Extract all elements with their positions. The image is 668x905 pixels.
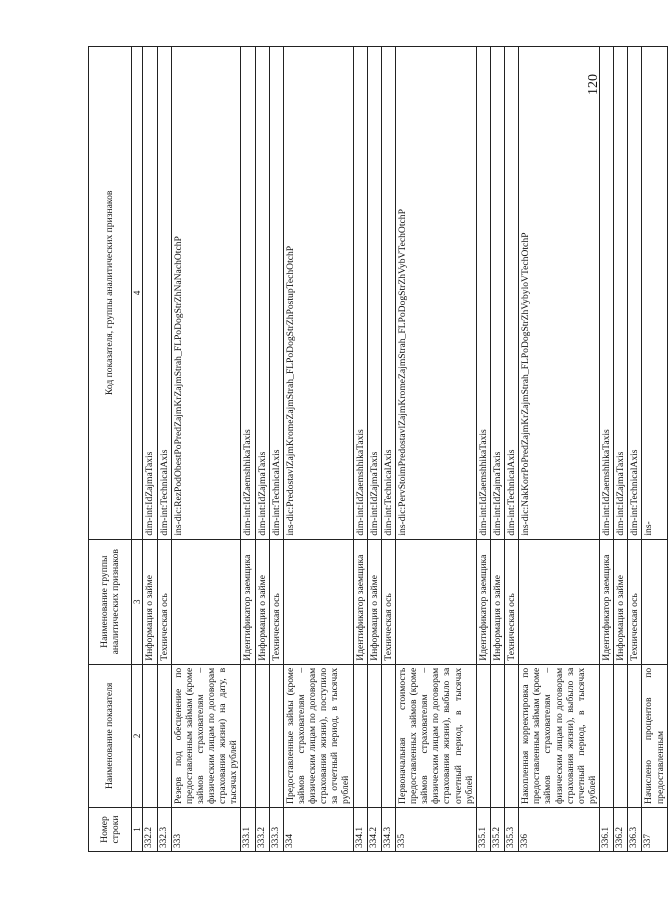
table-row (600, 47, 614, 852)
row-number-cell: 335 (395, 807, 476, 851)
table-row (476, 47, 490, 852)
indicator-name-cell (255, 664, 269, 807)
indicator-code-cell: dim-int:IdZajmaTaxis (143, 47, 157, 540)
row-number-cell: 336.2 (614, 807, 628, 851)
row-number-cell: 335.3 (505, 807, 519, 851)
indicator-code-cell: dim-int:IdZajmaTaxis (614, 47, 628, 540)
indicator-code-cell: dim-int:IdZaemshhikaTaxis (241, 47, 255, 540)
group-name-cell: Идентификатор заемщика (241, 539, 255, 664)
group-name-cell: Информация о займе (367, 539, 381, 664)
indicator-code-cell: dim-int:TechnicalAxis (269, 47, 283, 540)
row-number-cell: 335.2 (490, 807, 504, 851)
page-number: 120 (586, 74, 601, 95)
table-row (255, 47, 269, 852)
indicator-name-cell (490, 664, 504, 807)
indicator-name-cell (614, 664, 628, 807)
row-number-cell: 334.2 (367, 807, 381, 851)
row-number-cell: 333 (171, 807, 241, 851)
indicator-code-cell: dim-int:TechnicalAxis (628, 47, 642, 540)
row-number-cell: 334.3 (381, 807, 395, 851)
indicator-code-cell: dim-int:IdZaemshhikaTaxis (476, 47, 490, 540)
row-number-cell: 333.1 (241, 807, 255, 851)
table-row (490, 47, 504, 852)
row-number-cell: 333.3 (269, 807, 283, 851)
indicator-code-cell: ins- (642, 47, 667, 540)
row-number-cell: 337 (642, 807, 667, 851)
indicator-name-cell (241, 664, 255, 807)
group-name-cell: Информация о займе (490, 539, 504, 664)
indicator-code-cell: ins-dic:RezPodObestPoPredZajmKrZajmStrah_FLPoDogStrZhNaNachOtchP (171, 47, 241, 540)
group-name-cell: Техническая ось (505, 539, 519, 664)
group-name-cell: Информация о займе (614, 539, 628, 664)
group-name-cell (171, 539, 241, 664)
table-row (505, 47, 519, 852)
group-name-cell (395, 539, 476, 664)
column-number-row (132, 47, 143, 852)
indicator-name-cell: Первоначальная стоимость предоставленных займов (кроме займов страхователям – физическим лицам по договорам страхования жизни), выбыло за отчетный период, в тысячах рублей (395, 664, 476, 807)
group-name-cell: Идентификатор заемщика (600, 539, 614, 664)
group-name-cell: Техническая ось (269, 539, 283, 664)
table-row (642, 47, 667, 852)
table-row (367, 47, 381, 852)
row-number-cell: 336 (519, 807, 600, 851)
group-name-cell (642, 539, 667, 664)
indicator-code-cell: dim-int:TechnicalAxis (505, 47, 519, 540)
group-name-cell: Информация о займе (143, 539, 157, 664)
group-name-cell: Идентификатор заемщика (476, 539, 490, 664)
group-name-cell (283, 539, 353, 664)
row-number-cell: 336.1 (600, 807, 614, 851)
column-number: 2 (132, 664, 143, 807)
indicator-name-cell (269, 664, 283, 807)
indicator-code-cell: ins-dic:PredostavlZajmKromeZajmStrah_FLPoDogStrZhPostupTechOtchP (283, 47, 353, 540)
row-number-cell: 334.1 (353, 807, 367, 851)
header-code: Код показателя, группы аналитических признаков (89, 47, 132, 540)
indicator-name-cell: Резерв под обесценение по предоставленным займам (кроме займов страхователям – физическим лицам по договорам страхования жизни) на дату, в тысячах рублей (171, 664, 241, 807)
row-number-cell: 335.1 (476, 807, 490, 851)
table-row (269, 47, 283, 852)
column-number: 4 (132, 47, 143, 540)
indicator-code-cell: ins-dic:PervStoimPredostavlZajmKromeZajmStrah_FLPoDogStrZhVybVTechOtchP (395, 47, 476, 540)
indicator-name-cell (476, 664, 490, 807)
indicator-name-cell (367, 664, 381, 807)
column-number: 3 (132, 539, 143, 664)
header-group-name: Наименование группы аналитических признаков (89, 539, 132, 664)
indicator-name-cell (628, 664, 642, 807)
group-name-cell: Информация о займе (255, 539, 269, 664)
indicator-code-cell: dim-int:IdZaemshhikaTaxis (600, 47, 614, 540)
group-name-cell (519, 539, 600, 664)
indicator-code-cell: dim-int:TechnicalAxis (381, 47, 395, 540)
indicator-name-cell (157, 664, 171, 807)
table-row (241, 47, 255, 852)
table-row (143, 47, 157, 852)
row-number-cell: 333.2 (255, 807, 269, 851)
table-row (519, 47, 600, 852)
group-name-cell: Техническая ось (628, 539, 642, 664)
indicator-name-cell: Начислено процентов по предоставленным (642, 664, 667, 807)
row-number-cell: 336.3 (628, 807, 642, 851)
indicator-name-cell (600, 664, 614, 807)
table-row (353, 47, 367, 852)
indicator-code-cell: dim-int:IdZajmaTaxis (255, 47, 269, 540)
indicator-code-cell: ins-dic:NakKorrPoPredZajmKrZajmStrah_FLPoDogStrZhVybyloVTechOtchP (519, 47, 600, 540)
row-number-cell: 332.3 (157, 807, 171, 851)
group-name-cell: Техническая ось (381, 539, 395, 664)
table-row (395, 47, 476, 852)
row-number-cell: 334 (283, 807, 353, 851)
table-body (143, 47, 667, 852)
table-row (283, 47, 353, 852)
table-row (381, 47, 395, 852)
indicator-code-cell: dim-int:IdZajmaTaxis (367, 47, 381, 540)
header-row-number: Номер строки (89, 807, 132, 851)
indicator-name-cell: Накопленная корректировка по предоставленным займам (кроме займов страхователям – физическим лицам по договорам страхования жизни), выбыло за отчетный период, в тысячах рублей (519, 664, 600, 807)
table-row (614, 47, 628, 852)
table-row (171, 47, 241, 852)
row-number-cell: 332.2 (143, 807, 157, 851)
column-number: 1 (132, 807, 143, 851)
header-indicator-name: Наименование показателя (89, 664, 132, 807)
indicator-code-cell: dim-int:IdZaemshhikaTaxis (353, 47, 367, 540)
table-row (628, 47, 642, 852)
group-name-cell: Идентификатор заемщика (353, 539, 367, 664)
indicator-name-cell: Предоставленные займы (кроме займов страхователям – физическим лицам по договорам страхования жизни), поступило за отчетный период, в тысячах рублей (283, 664, 353, 807)
indicator-name-cell (505, 664, 519, 807)
indicator-code-cell: dim-int:TechnicalAxis (157, 47, 171, 540)
indicator-name-cell (381, 664, 395, 807)
indicator-table (88, 46, 668, 852)
indicator-code-cell: dim-int:IdZajmaTaxis (490, 47, 504, 540)
indicator-name-cell (143, 664, 157, 807)
table-header-row (89, 47, 132, 852)
table-row (157, 47, 171, 852)
indicator-name-cell (353, 664, 367, 807)
group-name-cell: Техническая ось (157, 539, 171, 664)
